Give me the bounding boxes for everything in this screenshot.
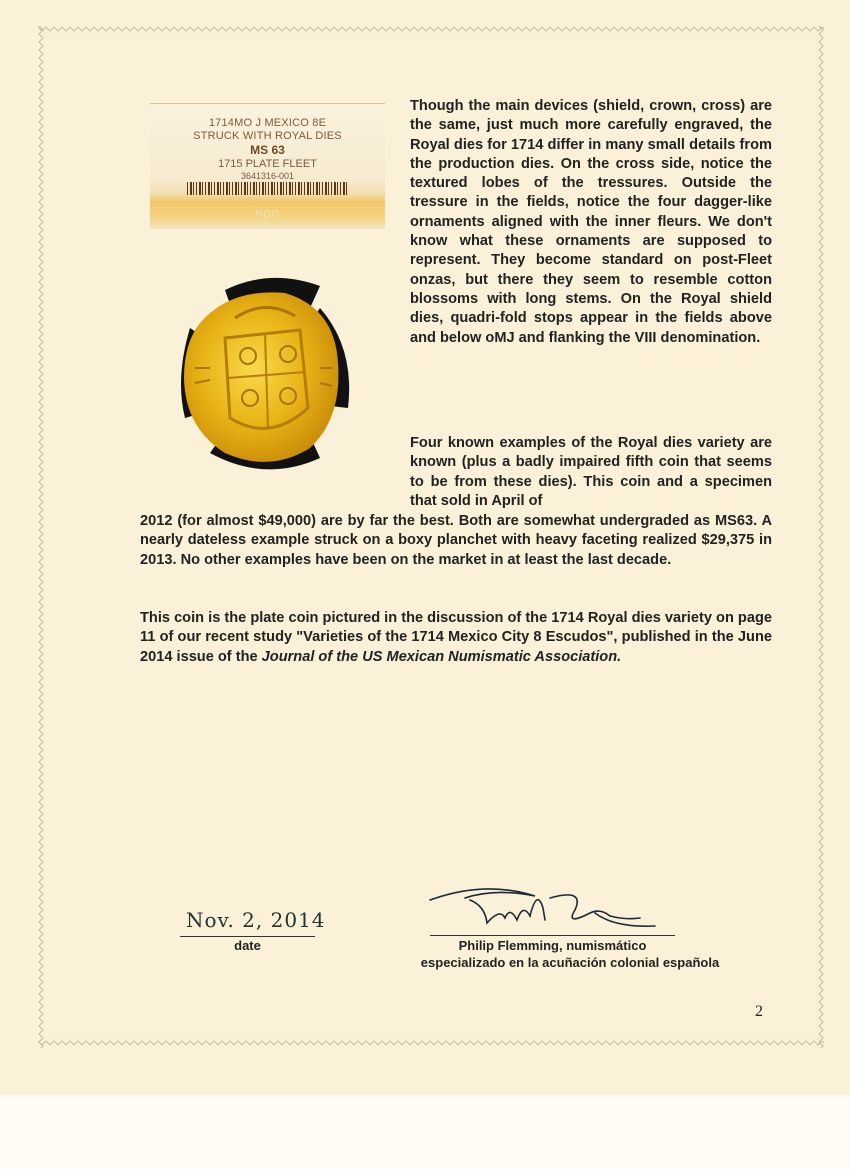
slab-grade: MS 63 (250, 143, 285, 157)
paragraph-plate-coin (140, 609, 772, 667)
date-label: date (234, 938, 261, 953)
slab-line-2: STRUCK WITH ROYAL DIES (193, 130, 342, 142)
signer-name: Philip Flemming, numismático (458, 938, 647, 953)
paragraph-examples-top: Four known examples of the Royal dies variety are known (plus a badly impaired fifth coin that seems to be from these dies). This coin and a specimen that sold in April of (410, 435, 772, 509)
slab-line-4: 1715 PLATE FLEET (218, 158, 317, 170)
signer-title: especializado en la acuñación colonial española (420, 955, 720, 970)
page-number: 2 (755, 1003, 763, 1020)
date-line (180, 936, 315, 937)
ngc-logo: NGC (255, 209, 280, 220)
paragraph-examples-bottom: 2012 (for almost $49,000) are by far the best. Both are somewhat undergraded as MS63. A nearly dateless example struck on a boxy planchet with heavy faceting realized $29,375 in 2013. No other examples have been on the market in at least the last decade. (140, 513, 772, 568)
paragraph-dies-description: Though the main devices (shield, crown, cross) are the same, just much more carefully engraved, the Royal dies for 1714 differ in many small details from the production dies. On the cross side, notice the textured lobes of the tressures. Outside the tressure in the fields, notice the four dagger-like ornaments aligned with the inner fleurs. We don't know what these ornaments are supposed to represent. They become standard on post-Fleet onzas, but there they seem to resemble cotton blossoms with long stems. On the Royal shield dies, quadri-fold stops appear in the fields above and below oMJ and flanking the VIII denomination. (410, 98, 772, 346)
slab-label (150, 103, 385, 229)
slab-line-1: 1714MO J MEXICO 8E (208, 117, 327, 129)
coin-image (170, 268, 360, 483)
slab-cert-number: 3641316-001 (240, 171, 295, 181)
journal-title: Journal of the US Mexican Numismatic Association. (261, 648, 622, 665)
handwritten-date: Nov. 2, 2014 (186, 908, 326, 932)
plate-coin-text: This coin is the plate coin pictured in the discussion of the 1714 Royal dies variety on page 11 of our recent study "Varieties of the 1714 Mexico City 8 Escudos", published in the June 2014 issue of the (140, 610, 772, 665)
barcode (187, 182, 349, 195)
signature-icon (425, 878, 675, 943)
signature-line (430, 935, 675, 936)
